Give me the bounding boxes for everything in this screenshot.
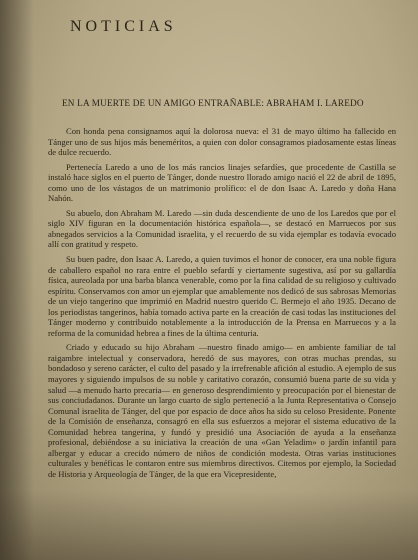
page-shadow-left — [0, 0, 34, 560]
paragraph-2: Pertenecía Laredo a uno de los más rancios linajes sefardíes, que procedente de Castilla se instaló hace siglos en el puerto de Tánger, donde nuestro llorado amigo nació el 22 de abril de 1895, como uno de los vástagos de un matrimonio prolífico: el de don Isaac A. Laredo y doña Hana Nahón. — [48, 161, 396, 204]
article-title: EN LA MUERTE DE UN AMIGO ENTRAÑABLE: ABRAHAM I. LAREDO — [62, 98, 364, 108]
paragraph-5: Criado y educado su hijo Abraham —nuestro finado amigo— en ambiente familiar de tal raigambre intelectual y conservadora, heredó de sus mayores, con otras muchas prendas, su bondadoso y sereno carácter, el culto del pasado y la irrefrenable afición al estudio. A ejemplo de sus mayores y siguiendo impulsos de su noble y caritativo corazón, consumió buena parte de su vida y salud —a menudo harto precaria— en generoso desprendimiento y preocupación por el bienestar de sus conciudadanos. Durante un largo cuarto de siglo perteneció a la Junta Representativa o Consejo Comunal israelita de Tánger, del que por espacio de doce años ha sido su celoso Presidente. Ponente de la Comisión de enseñanza, consagró en ella sus esfuerzos a mejorar el sistema educativo de la Comunidad hebrea tangerina, y fundó y presidió una Asociación de ayuda a la enseñanza profesional, debiéndose a su iniciativa la creación de una «Gan Yeladim» o jardín infantil para albergar y educar a crecido número de niños de condición modesta. Otras varias instituciones culturales y benéficas le contaron entre sus miembros directivos. Citemos por ejemplo, la Sociedad de Historia y Arqueología de Tánger, de la que era Vicepresidente, — [48, 342, 396, 479]
article-body — [48, 126, 396, 484]
paragraph-4: Su buen padre, don Isaac A. Laredo, a quien tuvimos el honor de conocer, era una noble figura de caballero español no rara entre el pueblo sefardí y ciertamente sugestiva, así por su gallardía física, aureolada por una barba blanca venerable, como por la fina calidad de su religioso y cultivado espíritu. Conservamos con amor un ejemplar que amablemente nos dedicó de sus sabrosas Memorias de un viejo tangerino que imprimió en Madrid nuestro querido C. Bermejo el año 1935. Decano de los periodistas tangerinos, había tomado activa parte en la creación de casi todas las instituciones del Tánger moderno y contribuido notablemente a la introducción de la Prensa en Marruecos y a la reforma de la comunidad hebrea a fines de la última centuria. — [48, 254, 396, 338]
paragraph-3: Su abuelo, don Abraham M. Laredo —sin duda descendiente de uno de los Laredos que por el siglo XIV figuran en la documentación histórica española—, se destacó en Marruecos por sus abnegados servicios a la Comunidad israelita, y el recuerdo de su vida ejemplar es todavía evocado allí con gratitud y respeto. — [48, 207, 396, 250]
paragraph-1: Con honda pena consignamos aquí la dolorosa nueva: el 31 de mayo último ha fallecido en Tánger uno de sus hijos más beneméritos, a quien con dolor consagramos piadosamente estas líneas de dulce recuerdo. — [48, 126, 396, 158]
section-header: NOTICIAS — [70, 18, 177, 35]
page-shadow-bottom — [0, 490, 418, 560]
